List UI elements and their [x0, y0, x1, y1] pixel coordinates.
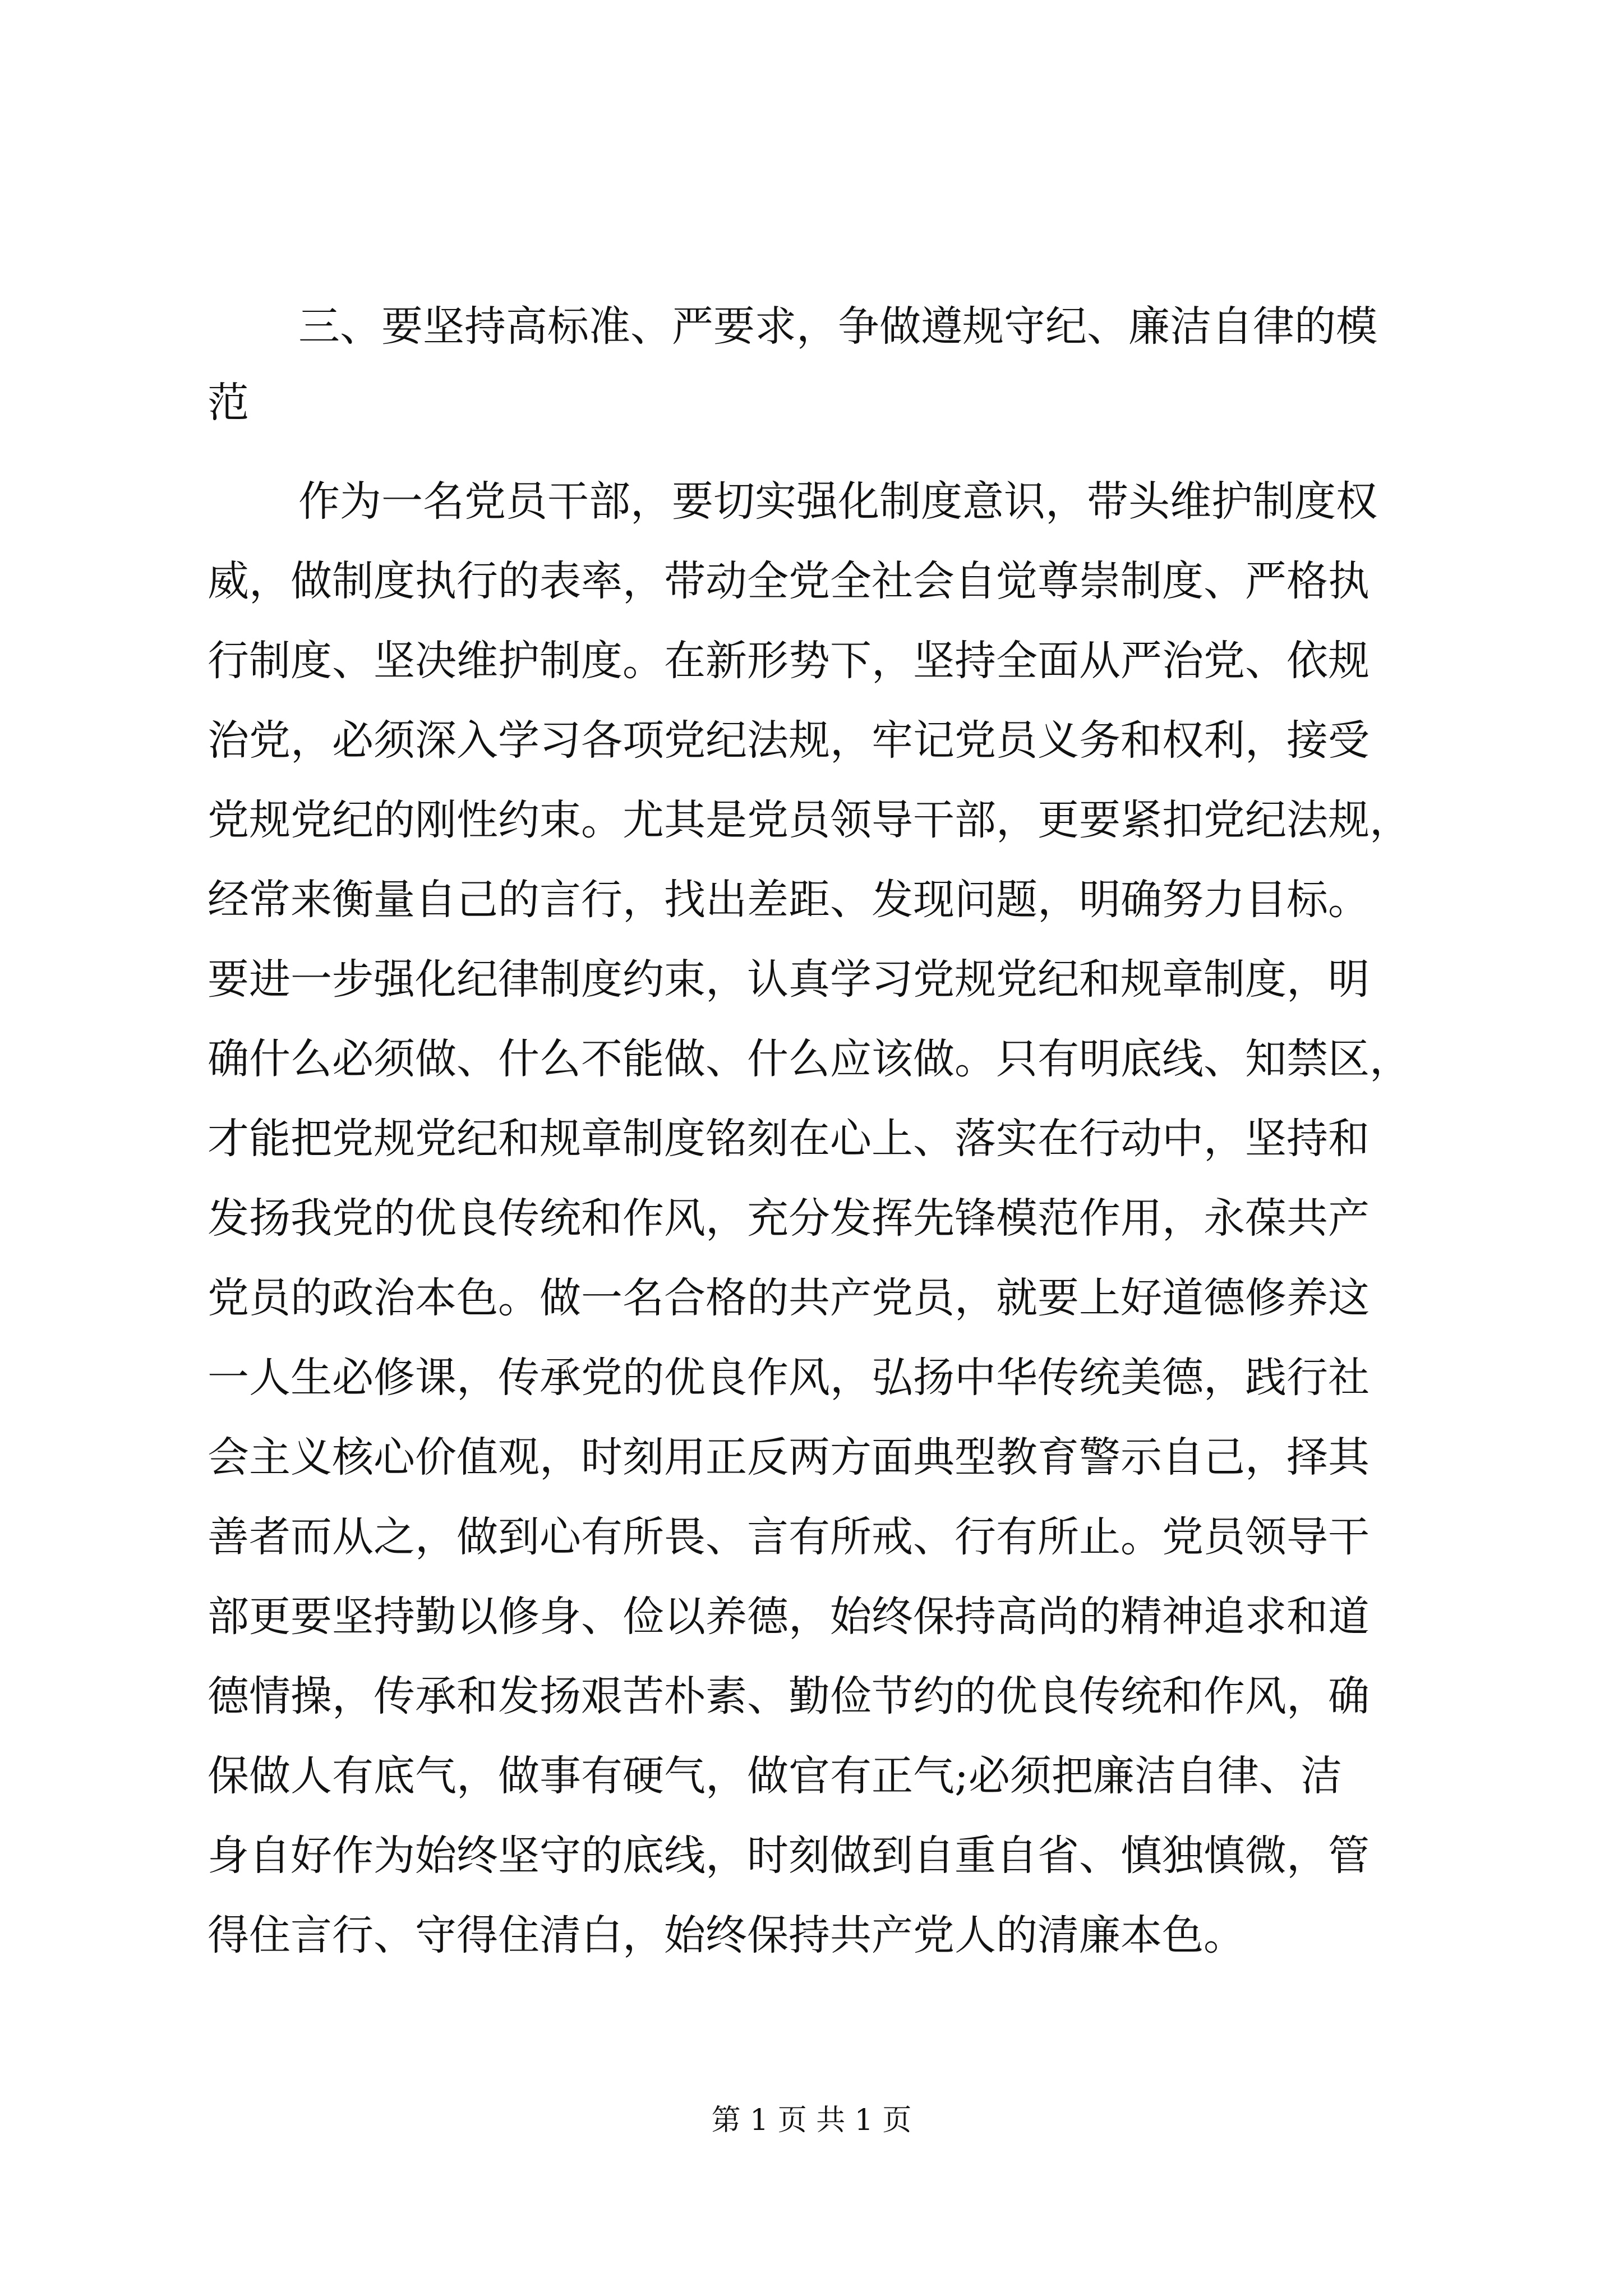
paragraph-line: 作为一名党员干部，要切实强化制度意识，带头维护制度权 [298, 477, 1377, 526]
paragraph-line: 行制度、坚决维护制度。在新形势下，坚持全面从严治党、依规 [208, 637, 1370, 685]
paragraph-line: 经常来衡量自己的言行，找出差距、发现问题，明确努力目标。 [208, 876, 1370, 924]
paragraph-line: 党规党纪的刚性约束。尤其是党员领导干部，更要紧扣党纪法规， [208, 796, 1411, 844]
paragraph-line: 德情操，传承和发扬艰苦朴素、勤俭节约的优良传统和作风，确 [208, 1672, 1370, 1720]
paragraph-line: 确什么必须做、什么不能做、什么应该做。只有明底线、知禁区， [208, 1035, 1411, 1083]
paragraph-line: 发扬我党的优良传统和作风，充分发挥先锋模范作用，永葆共产 [208, 1194, 1370, 1243]
paragraph-line: 得住言行、守得住清白，始终保持共产党人的清廉本色。 [208, 1911, 1245, 1959]
paragraph-line: 善者而从之，做到心有所畏、言有所戒、行有所止。党员领导干 [208, 1513, 1370, 1561]
heading-line-1: 三、要坚持高标准、严要求，争做遵规守纪、廉洁自律的模 [298, 302, 1377, 351]
page-number-footer: 第 1 页 共 1 页 [711, 2104, 912, 2137]
paragraph-line: 威，做制度执行的表率，带动全党全社会自觉尊崇制度、严格执 [208, 557, 1370, 605]
paragraph-line: 一人生必修课，传承党的优良作风，弘扬中华传统美德，践行社 [208, 1354, 1370, 1402]
paragraph-line: 会主义核心价值观，时刻用正反两方面典型教育警示自己，择其 [208, 1433, 1370, 1481]
paragraph-line: 保做人有底气，做事有硬气，做官有正气;必须把廉洁自律、洁 [208, 1752, 1342, 1800]
paragraph-line: 要进一步强化纪律制度约束，认真学习党规党纪和规章制度，明 [208, 955, 1370, 1004]
paragraph-line: 身自好作为始终坚守的底线，时刻做到自重自省、慎独慎微，管 [208, 1832, 1370, 1880]
paragraph-line: 部更要坚持勤以修身、俭以养德，始终保持高尚的精神追求和道 [208, 1593, 1370, 1641]
paragraph-line: 治党，必须深入学习各项党纪法规，牢记党员义务和权利，接受 [208, 716, 1370, 765]
heading-line-2: 范 [208, 379, 249, 427]
paragraph-line: 党员的政治本色。做一名合格的共产党员，就要上好道德修养这 [208, 1274, 1370, 1322]
paragraph-line: 才能把党规党纪和规章制度铭刻在心上、落实在行动中，坚持和 [208, 1115, 1370, 1163]
